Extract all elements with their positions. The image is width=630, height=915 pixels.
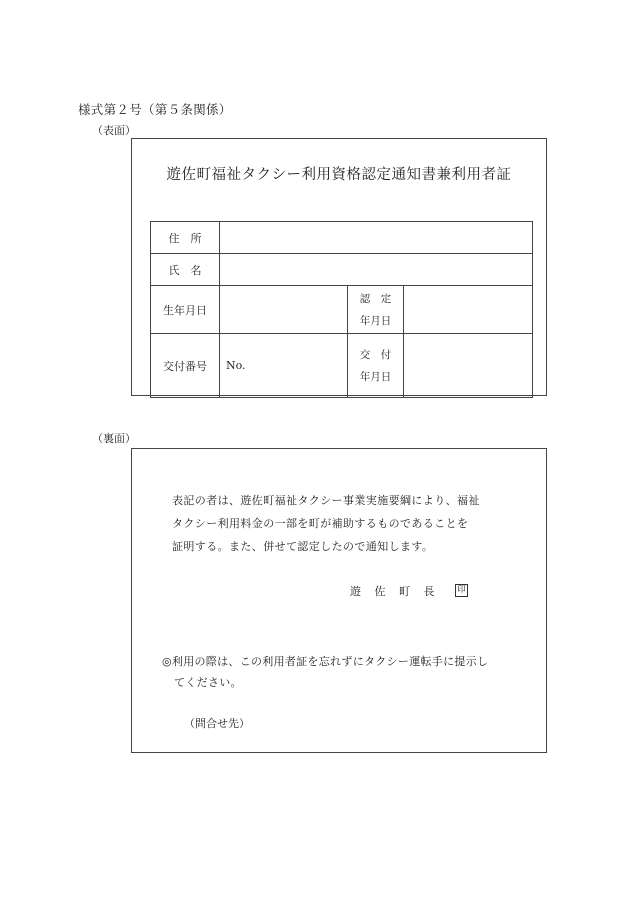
cert-date-field[interactable] [404, 286, 533, 334]
certification-line: タクシー利用料金の一部を町が補助するものであることを [172, 517, 469, 530]
address-field[interactable] [220, 222, 533, 254]
name-field[interactable] [220, 254, 533, 286]
issuer-name: 遊 佐 町 長 [350, 585, 440, 598]
back-card [131, 448, 547, 753]
cert-date-label [348, 286, 404, 334]
front-card [131, 138, 547, 396]
issue-date-label [348, 334, 404, 398]
usage-notice-line: てください。 [174, 676, 242, 689]
certification-line: 表記の者は、遊佐町福祉タクシー事業実施要綱により、福祉 [172, 494, 480, 507]
certification-line: 証明する。また、併せて認定したので通知します。 [172, 540, 434, 553]
issue-number-label: 交付番号 [151, 334, 220, 398]
birthdate-field[interactable] [220, 286, 348, 334]
certification-text [172, 489, 512, 558]
table-row [151, 334, 533, 398]
birthdate-label: 生年月日 [151, 286, 220, 334]
form-number: 様式第２号（第５条関係） [78, 102, 232, 117]
address-label: 住 所 [151, 222, 220, 254]
usage-notice-line: ◎利用の際は、この利用者証を忘れずにタクシー運転手に提示し [162, 655, 489, 668]
card-title: 遊佐町福祉タクシー利用資格認定通知書兼利用者証 [166, 167, 512, 183]
issue-date-field[interactable] [404, 334, 533, 398]
cert-date-label-line1: 認 定 [359, 292, 392, 305]
front-side-label: （表面） [92, 124, 136, 137]
cert-date-label-line2: 年月日 [359, 314, 392, 327]
table-row [151, 222, 533, 254]
issue-date-label-line1: 交 付 [359, 348, 392, 361]
issue-date-label-line2: 年月日 [359, 370, 392, 383]
info-table [150, 221, 533, 398]
issue-number-field[interactable]: No. [220, 334, 348, 398]
name-label: 氏 名 [151, 254, 220, 286]
seal-stamp: 印 [455, 584, 468, 597]
table-row [151, 254, 533, 286]
contact-label: （問合せ先） [184, 717, 250, 730]
usage-notice [162, 651, 522, 693]
table-row [151, 286, 533, 334]
back-side-label: （裏面） [92, 432, 136, 445]
